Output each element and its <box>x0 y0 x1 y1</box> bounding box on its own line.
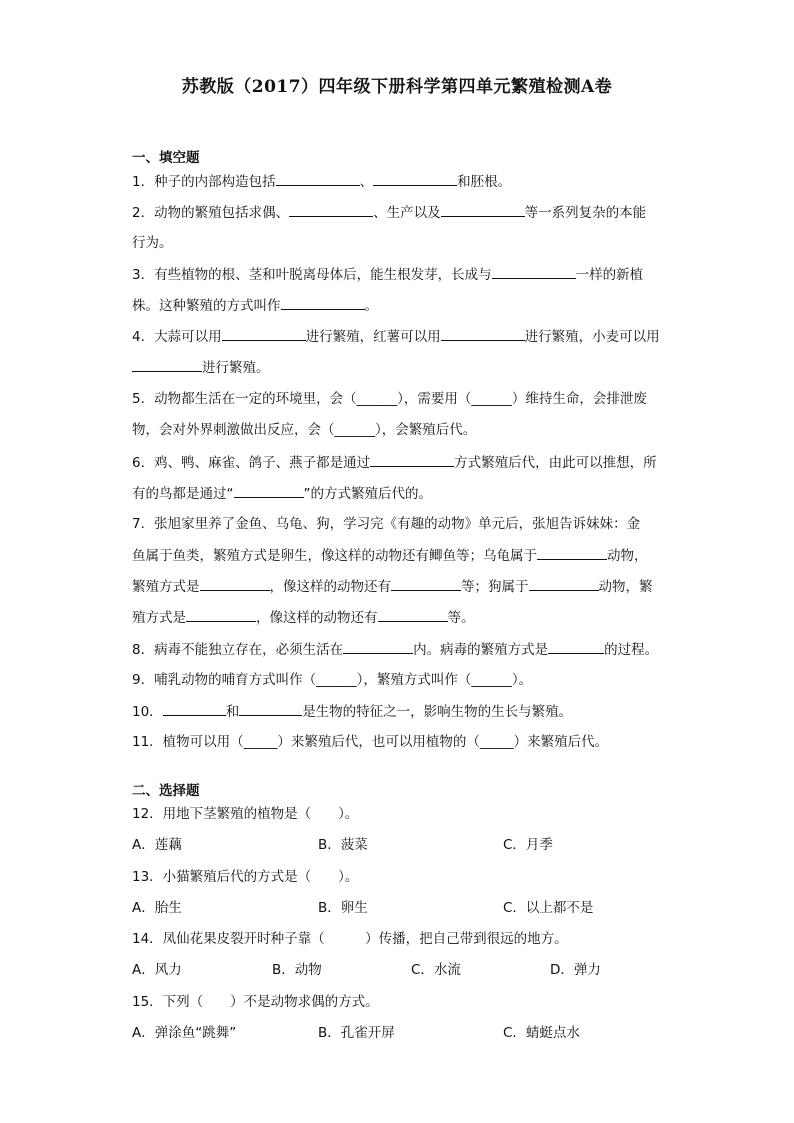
q13-option-a[interactable]: A．胎生 <box>132 900 182 916</box>
question-7-line-3 <box>132 576 653 597</box>
q3-text-2: 一样的新植 <box>575 267 644 283</box>
answer-blank[interactable] <box>378 607 448 622</box>
question-14: 14．凤仙花果皮裂开时种子靠（ ）传播，把自己带到很远的地方。 <box>132 931 568 947</box>
answer-blank[interactable] <box>222 326 306 341</box>
answer-blank[interactable] <box>373 171 457 186</box>
q7-text-4: 繁殖方式是 <box>132 579 200 595</box>
q8-text-2: 内。病毒的繁殖方式是 <box>413 642 549 658</box>
question-8 <box>132 639 658 660</box>
question-6-cont <box>132 483 432 504</box>
q4-text-2: 进行繁殖，红薯可以用 <box>305 329 441 345</box>
answer-blank[interactable] <box>370 452 454 467</box>
question-2-cont: 行为。 <box>132 235 173 251</box>
q7-text-10: 等。 <box>447 610 475 626</box>
question-5: 5．动物都生活在一定的环境里，会（______），需要用（______）维持生命，会排泄废 <box>132 391 647 407</box>
q6-text-2: 方式繁殖后代，由此可以推想，所 <box>454 455 657 471</box>
q3-text-1: 3．有些植物的根、茎和叶脱离母体后，能生根发芽，长成与 <box>132 267 492 283</box>
q10-text-1: 10． <box>132 704 163 720</box>
question-2 <box>132 202 646 223</box>
question-13: 13．小猫繁殖后代的方式是（ ）。 <box>132 869 359 885</box>
question-3-cont <box>132 295 378 316</box>
question-10 <box>132 701 572 722</box>
question-7: 7．张旭家里养了金鱼、乌龟、狗，学习完《有趣的动物》单元后，张旭告诉妹妹：金 <box>132 516 641 532</box>
q8-text-1: 8．病毒不能独立存在，必须生活在 <box>132 642 344 658</box>
q12-option-b[interactable]: B．菠菜 <box>318 837 368 853</box>
question-11: 11．植物可以用（_____）来繁殖后代，也可以用植物的（_____）来繁殖后代。 <box>132 734 609 750</box>
answer-blank[interactable] <box>163 701 226 716</box>
q8-text-3: 的过程。 <box>604 642 659 658</box>
q7-text-5: ，像这样的动物还有 <box>269 579 391 595</box>
question-4 <box>132 326 660 347</box>
q14-option-d[interactable]: D．弹力 <box>550 962 601 978</box>
q2-text-3: 等一系列复杂的本能 <box>524 205 647 221</box>
page-title: 苏教版（2017）四年级下册科学第四单元繁殖检测A卷 <box>181 77 613 97</box>
question-9: 9．哺乳动物的哺育方式叫作（______），繁殖方式叫作（______）。 <box>132 672 533 688</box>
question-7-line-2 <box>132 545 648 566</box>
answer-blank[interactable] <box>492 264 576 279</box>
q10-text-3: 是生物的特征之一，影响生物的生长与繁殖。 <box>302 704 573 720</box>
answer-blank[interactable] <box>441 326 525 341</box>
question-6 <box>132 452 657 473</box>
q2-text-2: 、生产以及 <box>373 205 441 221</box>
q12-option-c[interactable]: C．月季 <box>503 837 553 853</box>
q1-text-1: 1．种子的内部构造包括 <box>132 174 276 190</box>
answer-blank[interactable] <box>200 576 270 591</box>
answer-blank[interactable] <box>289 202 373 217</box>
q10-text-2: 和 <box>225 704 240 720</box>
question-15: 15．下列（ ）不是动物求偶的方式。 <box>132 994 379 1010</box>
q14-option-b[interactable]: B．动物 <box>272 962 322 978</box>
answer-blank[interactable] <box>132 357 202 372</box>
q6-text-3: 有的鸟都是通过“ <box>132 486 234 502</box>
question-12: 12．用地下茎繁殖的植物是（ ）。 <box>132 806 359 822</box>
answer-blank[interactable] <box>548 639 604 654</box>
q12-option-a[interactable]: A．莲藕 <box>132 837 182 853</box>
question-4-cont <box>132 357 270 378</box>
question-3 <box>132 264 643 285</box>
q15-option-c[interactable]: C．蜻蜓点水 <box>503 1025 580 1041</box>
q3-text-4: 。 <box>364 298 378 314</box>
q15-option-a[interactable]: A．弹涂鱼“跳舞” <box>132 1025 237 1041</box>
answer-blank[interactable] <box>186 607 256 622</box>
question-5-cont: 物，会对外界刺激做出反应，会（______），会繁殖后代。 <box>132 422 477 438</box>
answer-blank[interactable] <box>281 295 365 310</box>
q1-text-3: 和胚根。 <box>457 174 512 190</box>
q4-text-3: 进行繁殖，小麦可以用 <box>524 329 660 345</box>
q3-text-3: 株。这种繁殖的方式叫作 <box>132 298 281 314</box>
answer-blank[interactable] <box>239 701 302 716</box>
question-7-line-4 <box>132 607 475 628</box>
q14-option-c[interactable]: C．水流 <box>411 962 461 978</box>
q7-text-6: 等；狗属于 <box>461 579 529 595</box>
q6-text-4: ”的方式繁殖后代的。 <box>303 486 432 502</box>
answer-blank[interactable] <box>343 639 413 654</box>
section-heading-fill-in: 一、填空题 <box>132 150 200 166</box>
q15-option-b[interactable]: B．孔雀开屏 <box>318 1025 395 1041</box>
q2-text-1: 2．动物的繁殖包括求偶、 <box>132 205 290 221</box>
q13-option-c[interactable]: C．以上都不是 <box>503 900 594 916</box>
q7-text-2: 鱼属于鱼类，繁殖方式是卵生，像这样的动物还有鲫鱼等；乌龟属于 <box>132 548 537 564</box>
q7-text-3: 动物， <box>607 548 648 564</box>
q13-option-b[interactable]: B．卵生 <box>318 900 368 916</box>
q7-text-8: 殖方式是 <box>132 610 186 626</box>
q4-text-4: 进行繁殖。 <box>202 360 270 376</box>
q14-option-a[interactable]: A．风力 <box>132 962 182 978</box>
answer-blank[interactable] <box>276 171 360 186</box>
section-heading-multiple-choice: 二、选择题 <box>132 783 200 799</box>
q1-text-2: 、 <box>359 174 374 190</box>
q4-text-1: 4．大蒜可以用 <box>132 329 222 345</box>
answer-blank[interactable] <box>537 545 607 560</box>
answer-blank[interactable] <box>529 576 599 591</box>
answer-blank[interactable] <box>441 202 525 217</box>
q7-text-9: ，像这样的动物还有 <box>256 610 378 626</box>
answer-blank[interactable] <box>234 483 304 498</box>
answer-blank[interactable] <box>391 576 461 591</box>
q7-text-7: 动物，繁 <box>598 579 653 595</box>
question-1 <box>132 171 511 192</box>
q6-text-1: 6．鸡、鸭、麻雀、鸽子、燕子都是通过 <box>132 455 371 471</box>
